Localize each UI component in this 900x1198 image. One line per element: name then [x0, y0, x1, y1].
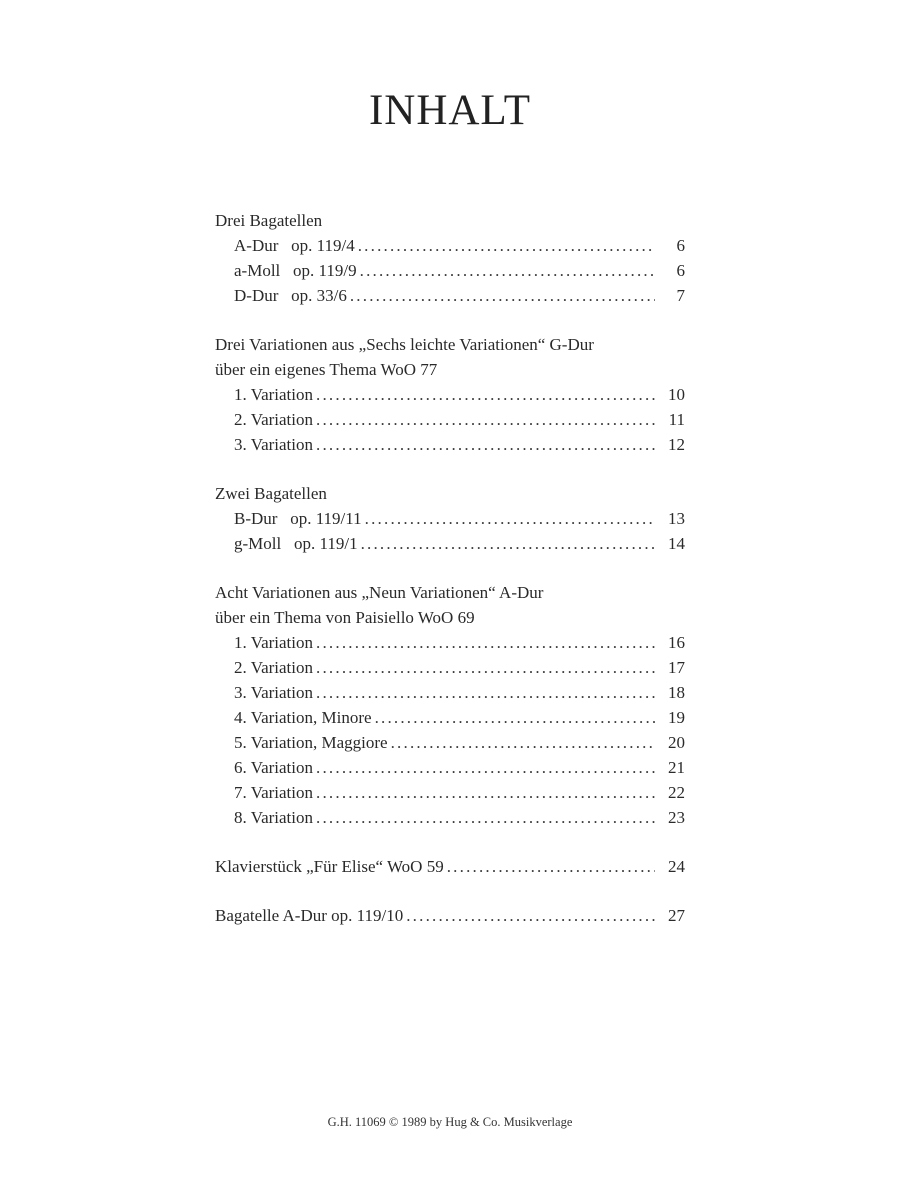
page-number: 16: [668, 633, 685, 652]
toc-entry: [215, 531, 685, 556]
section-subheading: über ein eigenes Thema WoO 77: [215, 360, 438, 379]
dot-leader: [365, 506, 655, 531]
entry-title: 3. Variation: [234, 683, 314, 702]
dot-leader: [316, 780, 655, 805]
page-number: 24: [668, 857, 685, 876]
dot-leader: [316, 407, 655, 432]
dot-leader: [350, 283, 655, 308]
page-number: 27: [668, 906, 685, 925]
entry-title: 4. Variation, Minore: [234, 708, 372, 727]
entry-title: g-Moll op. 119/1: [234, 534, 358, 553]
toc-section-drei-bagatellen: [215, 208, 685, 308]
section-subheading: über ein Thema von Paisiello WoO 69: [215, 608, 475, 627]
dot-leader: [316, 655, 655, 680]
page-number: 17: [668, 658, 685, 677]
dot-leader: [316, 755, 655, 780]
entry-title: 6. Variation: [234, 758, 314, 777]
dot-leader: [358, 233, 655, 258]
toc-entry: [215, 680, 685, 705]
page-number: 14: [668, 534, 685, 553]
page-number: 6: [676, 236, 685, 255]
dot-leader: [316, 630, 655, 655]
dot-leader: [391, 730, 655, 755]
dot-leader: [316, 680, 655, 705]
entry-title: 8. Variation: [234, 808, 314, 827]
toc-entry: [215, 233, 685, 258]
page-number: 13: [668, 509, 685, 528]
entry-title: 1. Variation: [234, 385, 314, 404]
page-number: 22: [668, 783, 685, 802]
dot-leader: [375, 705, 655, 730]
toc-entry: [215, 805, 685, 830]
page-number: 18: [668, 683, 685, 702]
page-number: 11: [668, 410, 685, 429]
copyright-footer: G.H. 11069 © 1989 by Hug & Co. Musikverlage: [327, 1115, 573, 1129]
page-number: 19: [668, 708, 685, 727]
dot-leader: [406, 903, 655, 928]
page-number: 10: [668, 385, 685, 404]
entry-title: 7. Variation: [234, 783, 314, 802]
section-heading: Acht Variationen aus „Neun Variationen“ A-Dur: [215, 583, 544, 602]
page-number: 12: [668, 435, 685, 454]
entry-title: 1. Variation: [234, 633, 314, 652]
table-of-contents: [215, 208, 685, 952]
dot-leader: [316, 432, 655, 457]
entry-title: D-Dur op. 33/6: [234, 286, 347, 305]
entry-title: 3. Variation: [234, 435, 314, 454]
toc-entry: [215, 283, 685, 308]
entry-title: 2. Variation: [234, 410, 314, 429]
toc-entry: [215, 382, 685, 407]
section-heading: Zwei Bagatellen: [215, 484, 327, 503]
toc-entry: [215, 506, 685, 531]
toc-entry: [215, 432, 685, 457]
page-number: 20: [668, 733, 685, 752]
toc-section-sechs-leichte-variationen: [215, 332, 685, 457]
dot-leader: [361, 531, 655, 556]
page-number: 21: [668, 758, 685, 777]
dot-leader: [447, 854, 655, 879]
section-heading: Drei Variationen aus „Sechs leichte Variationen“ G-Dur: [215, 335, 594, 354]
toc-entry: [215, 630, 685, 655]
toc-entry: [215, 730, 685, 755]
page-number: 23: [668, 808, 685, 827]
toc-section-fuer-elise: [215, 854, 685, 879]
page-number: 7: [676, 286, 685, 305]
entry-title: 5. Variation, Maggiore: [234, 733, 388, 752]
toc-entry: [215, 854, 685, 879]
toc-entry: [215, 705, 685, 730]
toc-section-zwei-bagatellen: [215, 481, 685, 556]
toc-entry: [215, 258, 685, 283]
dot-leader: [360, 258, 655, 283]
entry-title: A-Dur op. 119/4: [234, 236, 355, 255]
entry-title: Klavierstück „Für Elise“ WoO 59: [215, 857, 444, 876]
dot-leader: [316, 382, 655, 407]
page-title: INHALT: [368, 87, 532, 134]
entry-title: B-Dur op. 119/11: [234, 509, 362, 528]
toc-entry: [215, 407, 685, 432]
toc-entry: [215, 780, 685, 805]
page-number: 6: [676, 261, 685, 280]
section-heading: Drei Bagatellen: [215, 211, 323, 230]
toc-section-bagatelle-a-dur: [215, 903, 685, 928]
dot-leader: [316, 805, 655, 830]
entry-title: a-Moll op. 119/9: [234, 261, 357, 280]
entry-title: Bagatelle A-Dur op. 119/10: [215, 906, 404, 925]
toc-entry: [215, 655, 685, 680]
toc-entry: [215, 755, 685, 780]
entry-title: 2. Variation: [234, 658, 314, 677]
toc-section-neun-variationen: [215, 580, 685, 830]
toc-entry: [215, 903, 685, 928]
